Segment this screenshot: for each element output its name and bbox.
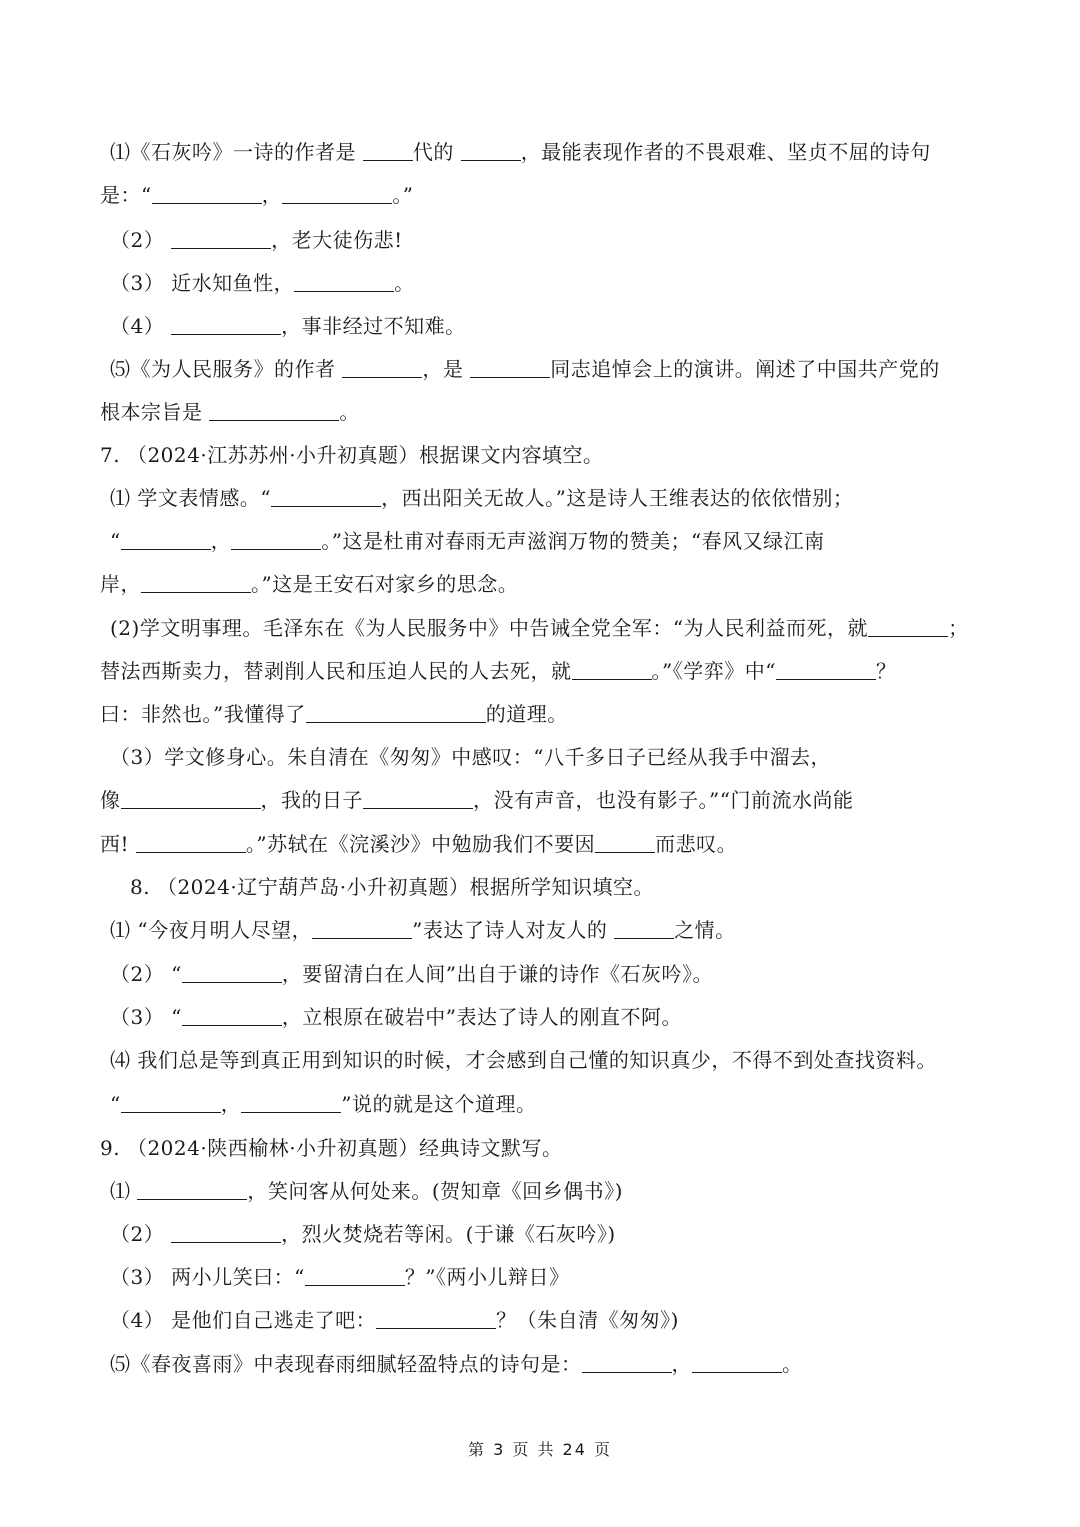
- q8-item-1-text-c: 之情。: [674, 918, 736, 942]
- answer-blank[interactable]: [271, 486, 381, 507]
- q9-item-3-text-b: ？”《两小儿辩日》: [404, 1265, 570, 1289]
- answer-blank[interactable]: [614, 918, 674, 939]
- answer-blank[interactable]: [171, 1222, 281, 1243]
- answer-blank[interactable]: [868, 616, 948, 637]
- answer-blank[interactable]: [470, 357, 550, 378]
- q7-part-1-text-a: ⑴ 学文表情感。“: [110, 486, 272, 510]
- answer-blank[interactable]: [294, 271, 394, 292]
- q9-item-5-text-b: ，: [671, 1352, 692, 1376]
- q9-heading: 9. （2024·陕西榆林·小升初真题）经典诗文默写。: [100, 1136, 563, 1160]
- answer-blank[interactable]: [121, 788, 261, 809]
- q7-part-3-text-b: 像: [100, 788, 121, 812]
- q6-item-1-text-b: 代的: [412, 140, 461, 164]
- q6-item-3-text-a: （3） 近水知鱼性，: [110, 271, 295, 295]
- q6-item-4-text-b: ，事非经过不知难。: [281, 314, 466, 338]
- q6-item-4: [110, 312, 466, 340]
- q8-item-1-text-a: ⑴ “今夜月明人尽望，: [110, 918, 313, 942]
- q7-part-3-line-3: [100, 830, 737, 858]
- q9-item-4-text-a: （4） 是他们自己逃走了吧：: [110, 1308, 377, 1332]
- q9-item-2: [110, 1220, 616, 1248]
- q6-item-5-line-1: [110, 355, 940, 383]
- answer-blank[interactable]: [182, 962, 282, 983]
- answer-blank[interactable]: [342, 357, 422, 378]
- answer-blank[interactable]: [171, 228, 271, 249]
- q7-part-3-line-2: [100, 786, 853, 814]
- answer-blank[interactable]: [209, 400, 339, 421]
- q6-item-5-text-d: 根本宗旨是: [100, 400, 210, 424]
- q6-item-2-text-b: ，老大徒伤悲!: [271, 228, 403, 252]
- q7-part-1-text-e: 。”这是杜甫对春雨无声滋润万物的赞美；“春风又绿江南: [321, 529, 825, 553]
- q7-part-2-text-d: 。”《学弈》中“: [651, 659, 776, 683]
- q9-item-2-text-b: ，烈火焚烧若等闲。(于谦《石灰吟》): [281, 1222, 616, 1246]
- q8-item-3-text-b: ，立根原在破岩中”表达了诗人的刚直不阿。: [281, 1005, 683, 1029]
- q6-item-1-text-a: ⑴《石灰吟》一诗的作者是: [110, 140, 363, 164]
- q6-item-5-text-a: ⑸《为人民服务》的作者: [110, 357, 343, 381]
- q8-item-4-text-b: “: [110, 1092, 121, 1116]
- q7-part-2-line-2: [100, 657, 896, 685]
- q8-item-4-text-c: ，: [220, 1092, 242, 1116]
- q9-item-4: [110, 1306, 679, 1334]
- q6-item-1-text-c: ，最能表现作者的不畏艰难、坚贞不屈的诗句: [520, 140, 931, 164]
- answer-blank[interactable]: [461, 140, 521, 161]
- answer-blank[interactable]: [241, 1092, 341, 1113]
- answer-blank[interactable]: [121, 1092, 221, 1113]
- q6-item-1-line-2: [100, 181, 413, 209]
- answer-blank[interactable]: [152, 183, 262, 204]
- q6-item-5-text-b: ，是: [422, 357, 471, 381]
- q7-part-3-line-1: （3）学文修身心。朱自清在《匆匆》中感叹：“八千多日子已经从我手中溜去，: [110, 745, 831, 769]
- q7-part-3-text-g: 而悲叹。: [655, 832, 738, 856]
- q7-part-2-line-3: [100, 700, 568, 728]
- q8-item-2: [110, 960, 713, 988]
- answer-blank[interactable]: [312, 918, 412, 939]
- q8-item-1-text-b: ”表达了诗人对友人的: [412, 918, 615, 942]
- q6-item-3: [110, 269, 415, 297]
- q7-part-2-text-c: 替法西斯卖力，替剥削人民和压迫人民的人去死，就: [100, 659, 572, 683]
- q6-item-3-text-b: 。: [394, 271, 415, 295]
- q6-item-1-text-f: 。”: [392, 183, 414, 207]
- answer-blank[interactable]: [595, 832, 655, 853]
- q7-part-1-text-g: 。”这是王安石对家乡的思念。: [251, 572, 519, 596]
- q9-item-2-text-a: （2）: [110, 1222, 172, 1246]
- q9-item-1: [110, 1177, 623, 1205]
- q6-item-5-line-2: [100, 398, 360, 426]
- q7-part-1-line-2: [110, 527, 825, 555]
- q8-heading: 8. （2024·辽宁葫芦岛·小升初真题）根据所学知识填空。: [130, 875, 655, 899]
- q7-part-2-text-b: ；: [948, 616, 969, 640]
- q6-item-2: [110, 226, 403, 254]
- answer-blank[interactable]: [363, 788, 473, 809]
- q8-item-3: [110, 1003, 682, 1031]
- answer-blank[interactable]: [376, 1308, 496, 1329]
- answer-blank[interactable]: [231, 529, 321, 550]
- answer-blank[interactable]: [776, 659, 876, 680]
- answer-blank[interactable]: [692, 1352, 782, 1373]
- q9-item-5: [110, 1350, 803, 1378]
- q7-part-1-line-1: [110, 484, 853, 512]
- q7-part-1-text-f: 岸，: [100, 572, 141, 596]
- answer-blank[interactable]: [572, 659, 652, 680]
- q8-item-2-text-a: （2） “: [110, 962, 182, 986]
- q9-item-3: [110, 1263, 570, 1291]
- q9-item-1-text-b: ，笑问客从何处来。(贺知章《回乡偶书》): [247, 1179, 623, 1203]
- q7-part-3-text-e: 西!: [100, 832, 136, 856]
- q6-item-1-text-e: ，: [261, 183, 283, 207]
- q9-item-5-text-c: 。: [782, 1352, 803, 1376]
- q7-part-1-text-b: ，西出阳关无故人。”这是诗人王维表达的依依惜别；: [381, 486, 854, 510]
- q8-item-4-line-1: ⑷ 我们总是等到真正用到知识的时候，才会感到自己懂的知识真少，不得不到处查找资料。: [110, 1048, 937, 1072]
- q8-item-3-text-a: （3） “: [110, 1005, 182, 1029]
- answer-blank[interactable]: [136, 832, 246, 853]
- q9-item-4-text-b: ？（朱自清《匆匆》): [496, 1308, 679, 1332]
- q9-item-3-text-a: （3） 两小儿笑曰：“: [110, 1265, 305, 1289]
- q7-part-2-text-f: 曰：非然也。”我懂得了: [100, 702, 306, 726]
- q6-item-1-line-1: [110, 138, 931, 166]
- q7-part-2-text-g: 的道理。: [485, 702, 568, 726]
- q6-item-5-text-c: 同志追悼会上的演讲。阐述了中国共产党的: [550, 357, 940, 381]
- answer-blank[interactable]: [306, 702, 486, 723]
- q7-part-2-text-a: (2)学文明事理。毛泽东在《为人民服务中》中告诫全党全军：“为人民利益而死，就: [110, 616, 869, 640]
- answer-blank[interactable]: [171, 314, 281, 335]
- answer-blank[interactable]: [121, 529, 211, 550]
- page-number-footer: 第 3 页 共 24 页: [468, 1440, 612, 1459]
- answer-blank[interactable]: [305, 1265, 405, 1286]
- q8-item-4-line-2: [110, 1090, 536, 1118]
- answer-blank[interactable]: [141, 572, 251, 593]
- q7-part-1-line-3: [100, 570, 518, 598]
- answer-blank[interactable]: [282, 183, 392, 204]
- q8-item-1: [110, 916, 736, 944]
- answer-blank[interactable]: [363, 140, 413, 161]
- q7-part-3-text-d: ，没有声音，也没有影子。”“门前流水尚能: [473, 788, 854, 812]
- q6-item-4-text-a: （4）: [110, 314, 172, 338]
- q7-part-2-text-e: ？: [875, 659, 897, 683]
- q7-heading: 7. （2024·江苏苏州·小升初真题）根据课文内容填空。: [100, 443, 604, 467]
- q7-part-3-text-f: 。”苏轼在《浣溪沙》中勉励我们不要因: [245, 832, 596, 856]
- q7-part-1-text-d: ，: [210, 529, 232, 553]
- answer-blank[interactable]: [582, 1352, 672, 1373]
- q6-item-2-text-a: （2）: [110, 228, 172, 252]
- q9-item-5-text-a: ⑸《春夜喜雨》中表现春雨细腻轻盈特点的诗句是：: [110, 1352, 582, 1376]
- q7-part-3-text-c: ，我的日子: [260, 788, 363, 812]
- q6-item-5-text-e: 。: [339, 400, 360, 424]
- q7-part-2-line-1: [110, 614, 969, 642]
- q8-item-2-text-b: ，要留清白在人间”出自于谦的诗作《石灰吟》。: [281, 962, 714, 986]
- q6-item-1-text-d: 是：“: [100, 183, 152, 207]
- answer-blank[interactable]: [182, 1005, 282, 1026]
- q7-part-1-text-c: “: [110, 529, 121, 553]
- answer-blank[interactable]: [137, 1179, 247, 1200]
- q8-item-4-text-d: ”说的就是这个道理。: [341, 1092, 537, 1116]
- q9-item-1-text-a: ⑴: [110, 1179, 138, 1203]
